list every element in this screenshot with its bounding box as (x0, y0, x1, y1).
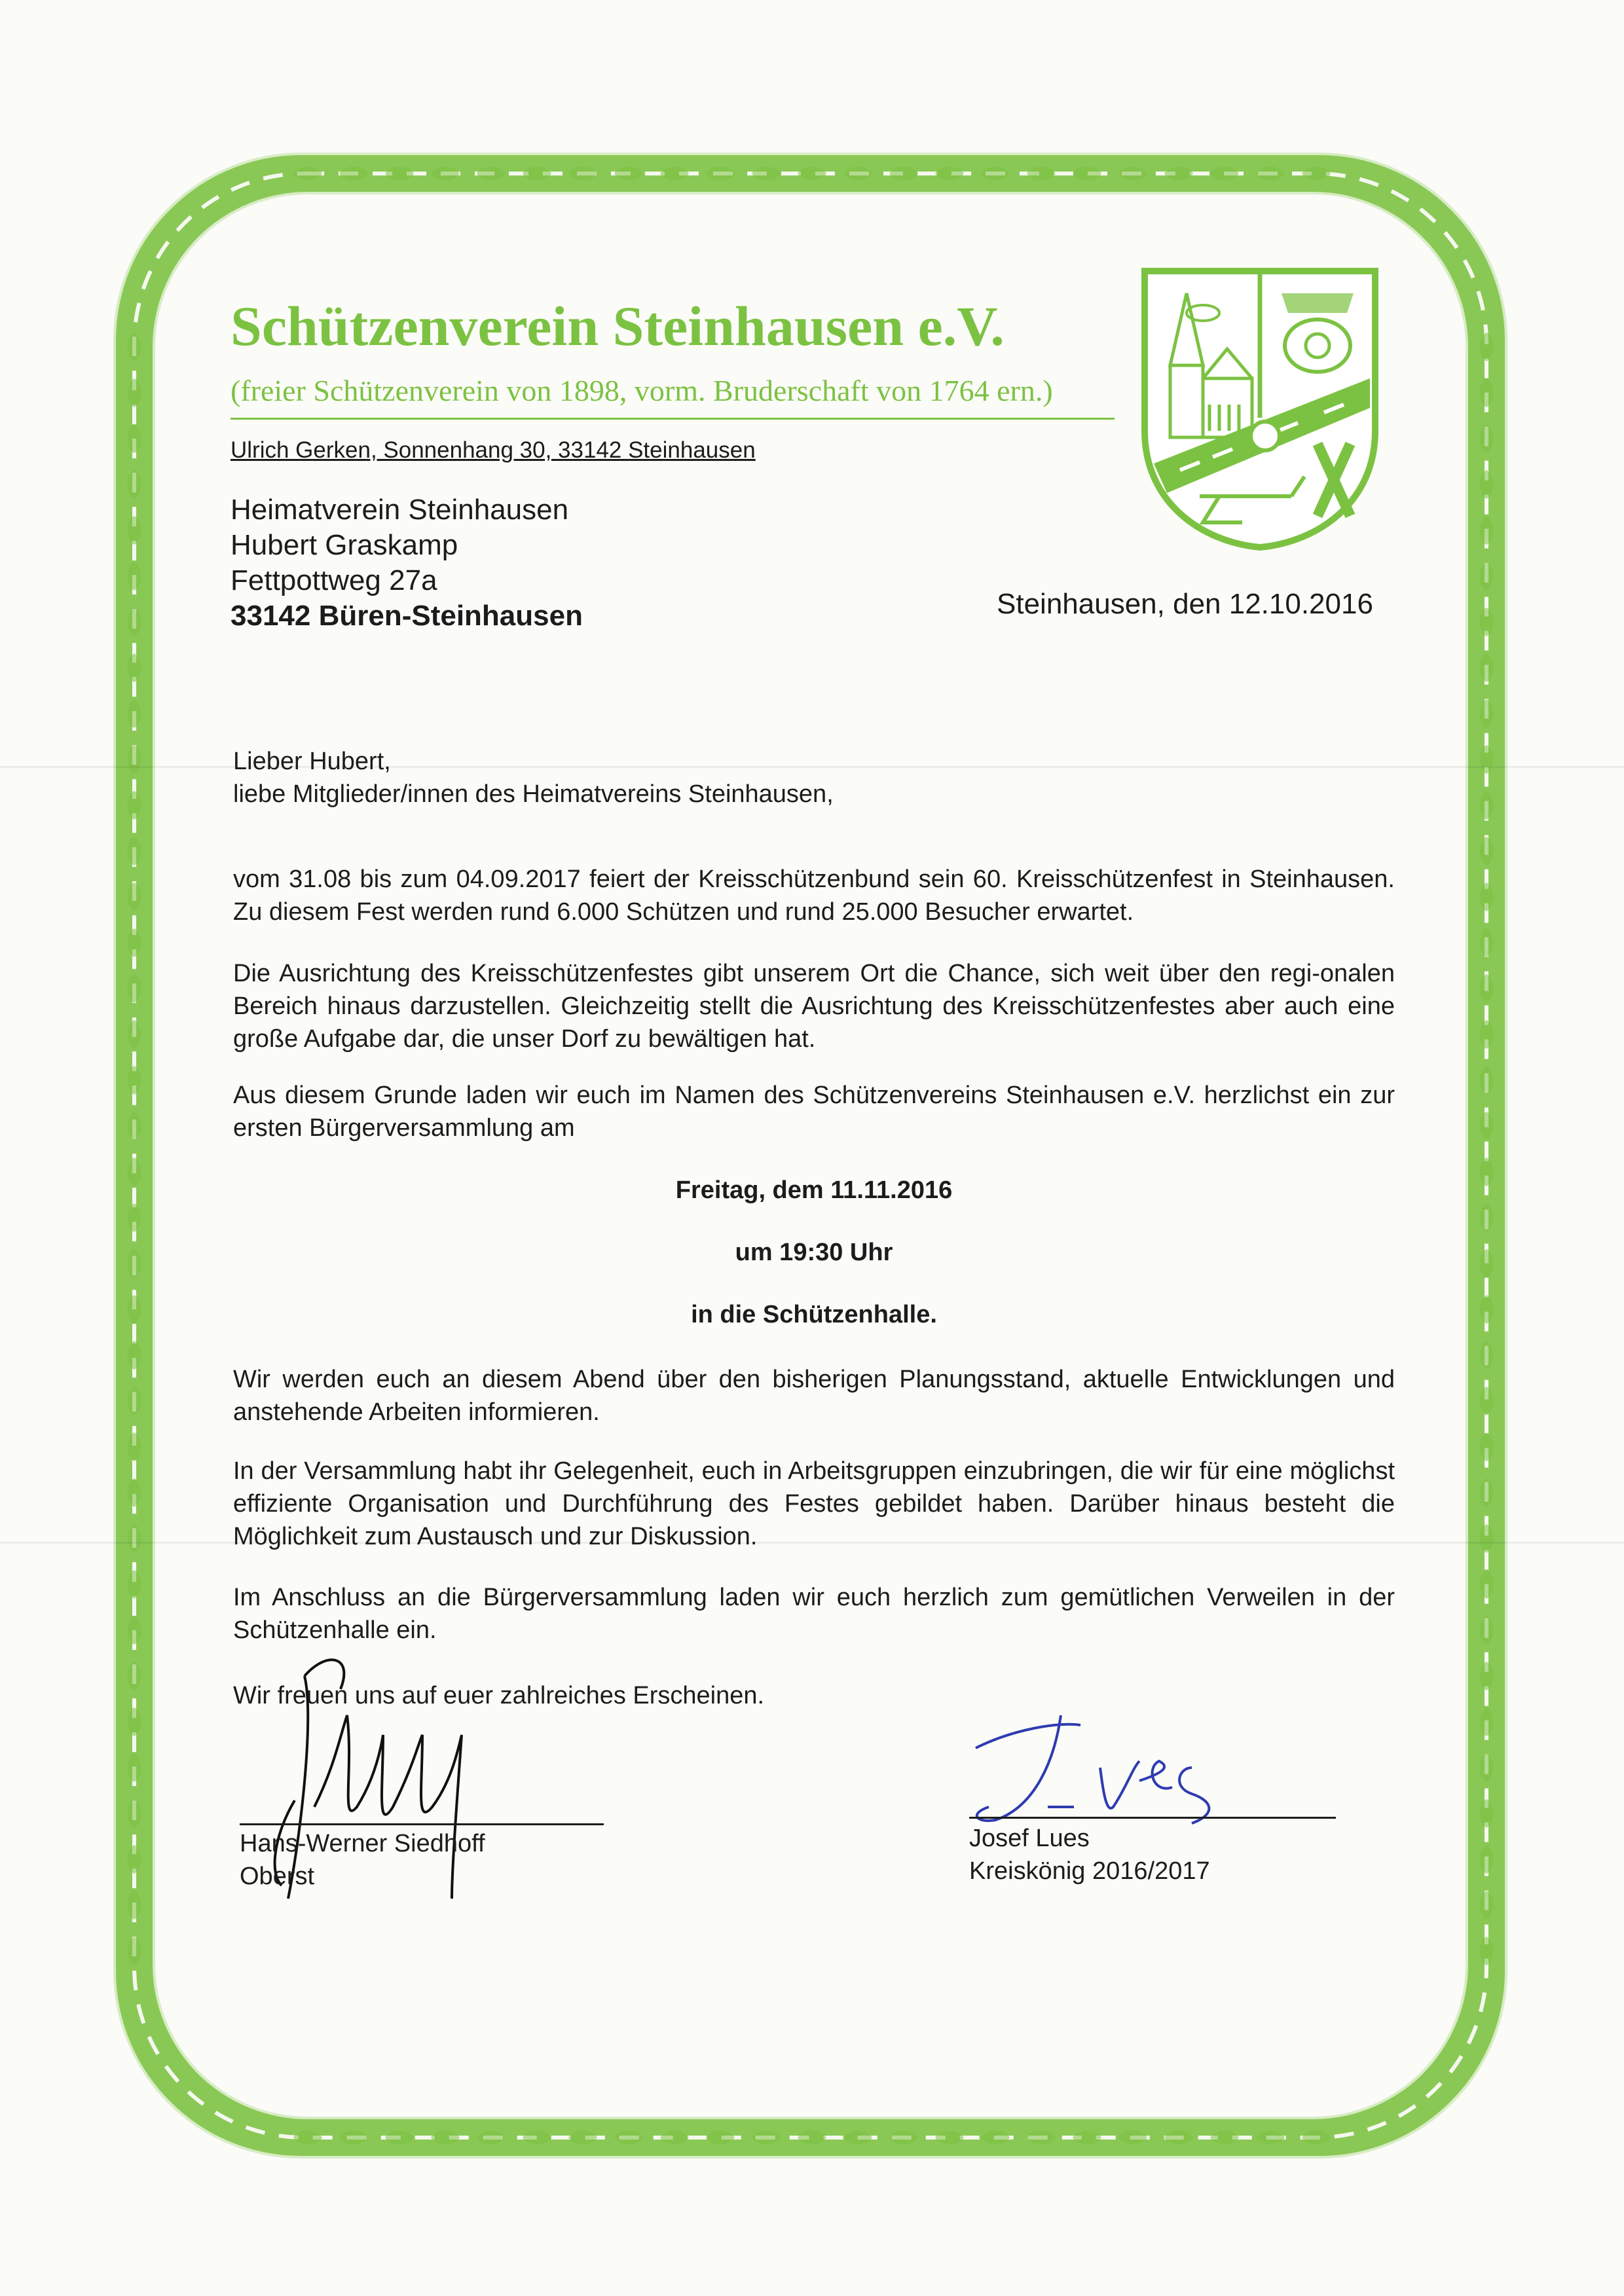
signature-right (963, 1709, 1264, 1833)
letterhead-subtitle: (freier Schützenverein von 1898, vorm. Bruderschaft von 1764 ern.) (231, 374, 1053, 407)
salutation (233, 745, 1395, 811)
recipient-address (231, 492, 583, 634)
letterhead-rule (231, 418, 1115, 420)
letterhead-title: Schützenverein Steinhausen e.V. (231, 295, 1005, 357)
signer-name: Josef Lues (969, 1825, 1090, 1852)
signer-title: Oberst (240, 1863, 315, 1890)
sender-address-line: Ulrich Gerken, Sonnenhang 30, 33142 Steinhausen (231, 437, 756, 463)
recipient-line: Fettpottweg 27a (231, 564, 437, 596)
paragraph: Wir werden euch an diesem Abend über den bisherigen Planungsstand, aktuelle Entwicklungen und anstehende Arbeiten informieren. (233, 1366, 1395, 1426)
event-place: in die Schützenhalle. (691, 1301, 937, 1328)
salutation-line: liebe Mitglieder/innen des Heimatvereins Steinhausen, (233, 780, 834, 808)
event-time: um 19:30 Uhr (735, 1239, 893, 1266)
signer-title: Kreiskönig 2016/2017 (969, 1857, 1210, 1885)
closing-line: Wir freuen uns auf euer zahlreiches Erscheinen. (233, 1682, 765, 1709)
recipient-line: Heimatverein Steinhausen (231, 494, 569, 526)
recipient-city: 33142 Büren-Steinhausen (231, 600, 583, 632)
letter-date: Steinhausen, den 12.10.2016 (997, 588, 1373, 620)
event-day: Freitag, dem 11.11.2016 (675, 1176, 953, 1204)
signature-rule (240, 1823, 604, 1825)
salutation-line: Lieber Hubert, (233, 748, 391, 775)
paragraph: Im Anschluss an die Bürgerversammlung laden wir euch herzlich zum gemütlichen Verweilen in der Schützenhalle ein. (233, 1584, 1395, 1644)
paragraph: vom 31.08 bis zum 04.09.2017 feiert der Kreisschützenbund sein 60. Kreisschützenfest in Steinhausen. Zu diesem Fest werden rund 6.000 Schützen und rund 25.000 Besucher erwartet. (233, 866, 1395, 926)
coat-of-arms-icon (1141, 267, 1379, 551)
paragraph: Aus diesem Grunde laden wir euch im Namen des Schützenvereins Steinhausen e.V. herzlichst ein zur ersten Bürgerversammlung am (233, 1082, 1395, 1142)
signature-rule (969, 1817, 1336, 1819)
paragraph: In der Versammlung habt ihr Gelegenheit, euch in Arbeitsgruppen einzubringen, die wir für eine möglichst effiziente Organisation und Durchführung des Festes gebildet haben. Darüber hinaus besteht die Möglichkeit zum Austausch und zur Diskussion. (233, 1457, 1395, 1550)
recipient-line: Hubert Graskamp (231, 529, 458, 561)
paragraph: Die Ausrichtung des Kreisschützenfestes gibt unserem Ort die Chance, sich weit über den regi-onalen Bereich hinaus darzustellen. Gleichzeitig stellt die Ausrichtung des Kreisschützenfestes aber auch eine große Aufgabe dar, die unser Dorf zu bewältigen hat. (233, 960, 1395, 1053)
signer-name: Hans-Werner Siedhoff (240, 1830, 485, 1857)
